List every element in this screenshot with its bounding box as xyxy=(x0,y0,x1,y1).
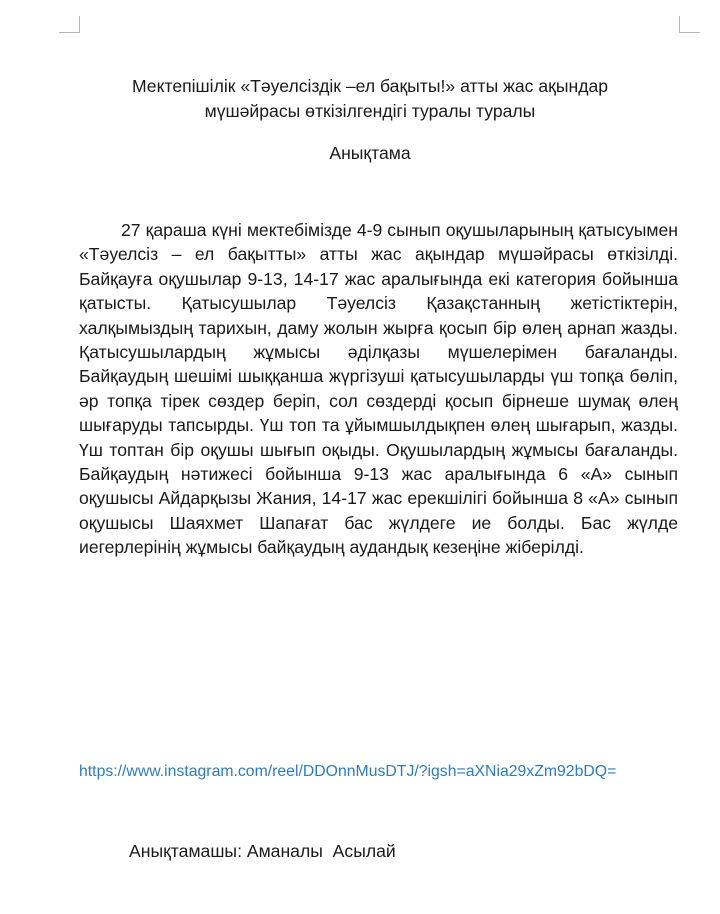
document-title-line-1: Мектепішілік «Тәуелсіздік –ел бақыты!» атты жас ақындар xyxy=(131,76,609,96)
page-corner-mark-top-left xyxy=(59,16,80,33)
document-title-line-2: мүшәйрасы өткізілгендігі туралы туралы xyxy=(204,101,536,121)
instagram-link[interactable]: https://www.instagram.com/reel/DDOnnMusDTJ/?igsh=aXNia29xZm92bDQ= xyxy=(79,763,617,780)
document-signature: Анықтамашы: Аманалы Асылай xyxy=(129,841,396,861)
document-subtitle: Анықтама xyxy=(329,143,411,163)
document-body-paragraph: 27 қараша күні мектебімізде 4-9 сынып оқушыларының қатысуымен «Тәуелсіз – ел бақытты» атты жас ақындар мүшәйрасы өткізілді. Байқауға оқушылар 9-13, 14-17 жас аралығында екі категория бойынша қатысты. Қатысушылар Тәуелсіз Қазақстанның жетістіктерін, халқымыздың тарихын, даму жолын жырға қосып бір өлең арнап жазды. Қатысушылардың жұмысы әділқазы мүшелерімен бағаланды. Байқаудың шешімі шыққанша жүргізуші қатысушыларды үш топқа бөліп, әр топқа тірек сөздер беріп, сол сөздерді қосып бірнеше шумақ өлең шығаруды тапсырды. Үш топ та ұйымшылдықпен өлең шығарып, жазды. Үш топтан бір оқушы шығып оқыды. Оқушылардың жұмысы бағаланды. Байқаудың нәтижесі бойынша 9-13 жас аралығында 6 «А» сынып оқушысы Айдарқызы Жания, 14-17 жас ерекшілігі бойынша 8 «А» сынып оқушысы Шаяхмет Шапағат бас жүлдеге ие болды. Бас жүлде иегерлерінің жұмысы байқаудың аудандық кезеңіне жіберілді. xyxy=(79,220,678,558)
document-title xyxy=(60,74,680,124)
page-corner-mark-top-right xyxy=(679,16,700,33)
